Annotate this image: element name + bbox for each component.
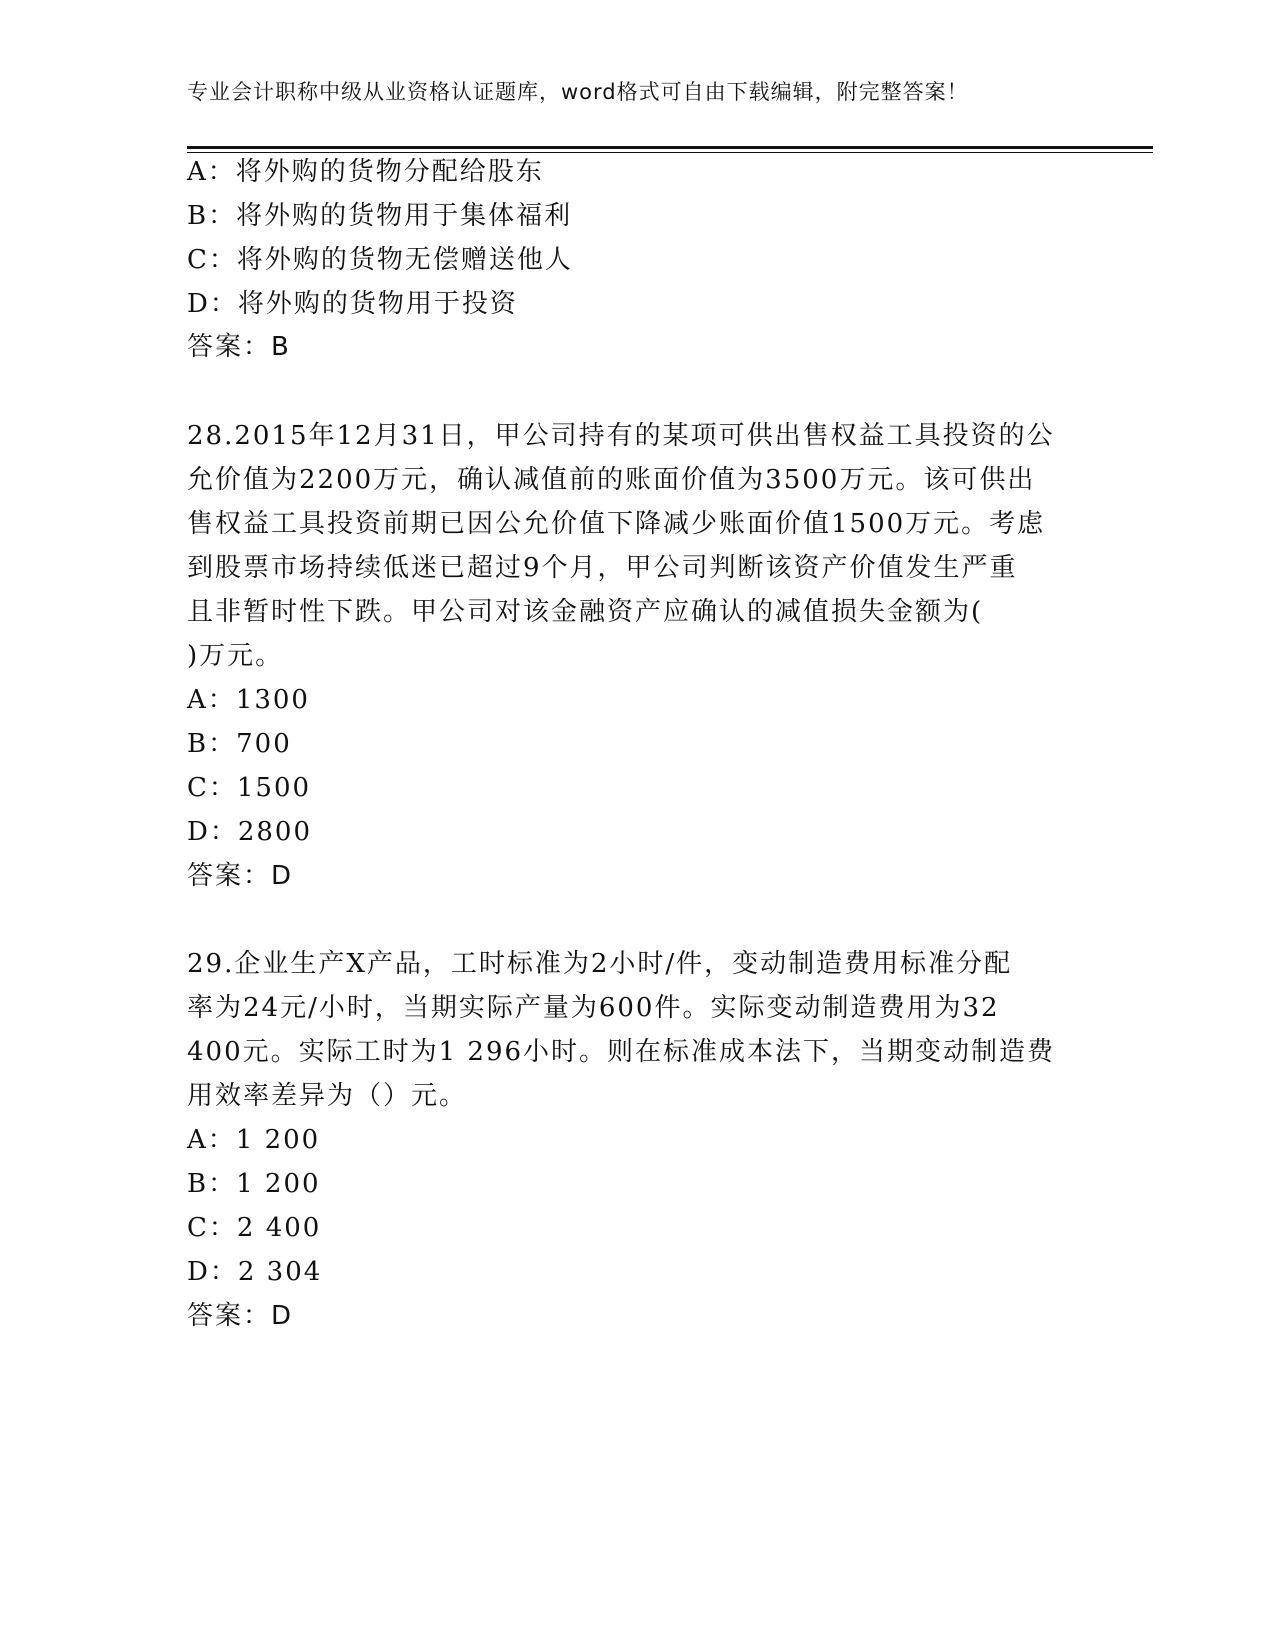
q28-stem-line-2: 允价值为2200万元，确认减值前的账面价值为3500万元。该可供出 — [187, 465, 1036, 495]
q29-option-a: A：1 200 — [187, 1125, 321, 1155]
page-header: 专业会计职称中级从业资格认证题库，word格式可自由下载编辑，附完整答案！ — [187, 80, 969, 104]
q28-answer: 答案：D — [187, 861, 294, 891]
q28-option-d: D：2800 — [187, 817, 313, 847]
q29-option-d: D：2 304 — [187, 1257, 323, 1287]
q29-answer: 答案：D — [187, 1301, 294, 1331]
q29-stem-line-3: 400元。实际工时为1 296小时。则在标准成本法下，当期变动制造费 — [187, 1037, 1056, 1067]
q28-option-b: B：700 — [187, 729, 292, 759]
q28-stem-line-4: 到股票市场持续低迷已超过9个月，甲公司判断该资产价值发生严重 — [187, 553, 1018, 583]
q28-option-c: C：1500 — [187, 773, 312, 803]
q29-stem-line-2: 率为24元/小时，当期实际产量为600件。实际变动制造费用为32 — [187, 993, 1000, 1023]
header-rule-thin — [187, 152, 1153, 153]
q29-stem-line-1: 29.企业生产X产品，工时标准为2小时/件，变动制造费用标准分配 — [187, 949, 1013, 979]
q27-option-c: C：将外购的货物无偿赠送他人 — [187, 245, 573, 275]
q28-stem-line-3: 售权益工具投资前期已因公允价值下降减少账面价值1500万元。考虑 — [187, 509, 1046, 539]
q29-stem-line-4: 用效率差异为（）元。 — [187, 1081, 468, 1111]
q27-answer: 答案：B — [187, 332, 291, 362]
q29-option-c: C：2 400 — [187, 1213, 322, 1243]
q29-option-b: B：1 200 — [187, 1169, 321, 1199]
q28-stem-line-5: 且非暂时性下跌。甲公司对该金融资产应确认的减值损失金额为( — [187, 597, 984, 627]
q28-stem-line-6: )万元。 — [187, 641, 284, 671]
q27-option-b: B：将外购的货物用于集体福利 — [187, 201, 573, 231]
q28-option-a: A：1300 — [187, 685, 310, 715]
header-rule-thick — [187, 146, 1153, 149]
q27-option-d: D：将外购的货物用于投资 — [187, 289, 518, 319]
q27-option-a: A：将外购的货物分配给股东 — [187, 157, 544, 187]
q28-stem-line-1: 28.2015年12月31日，甲公司持有的某项可供出售权益工具投资的公 — [187, 421, 1055, 451]
